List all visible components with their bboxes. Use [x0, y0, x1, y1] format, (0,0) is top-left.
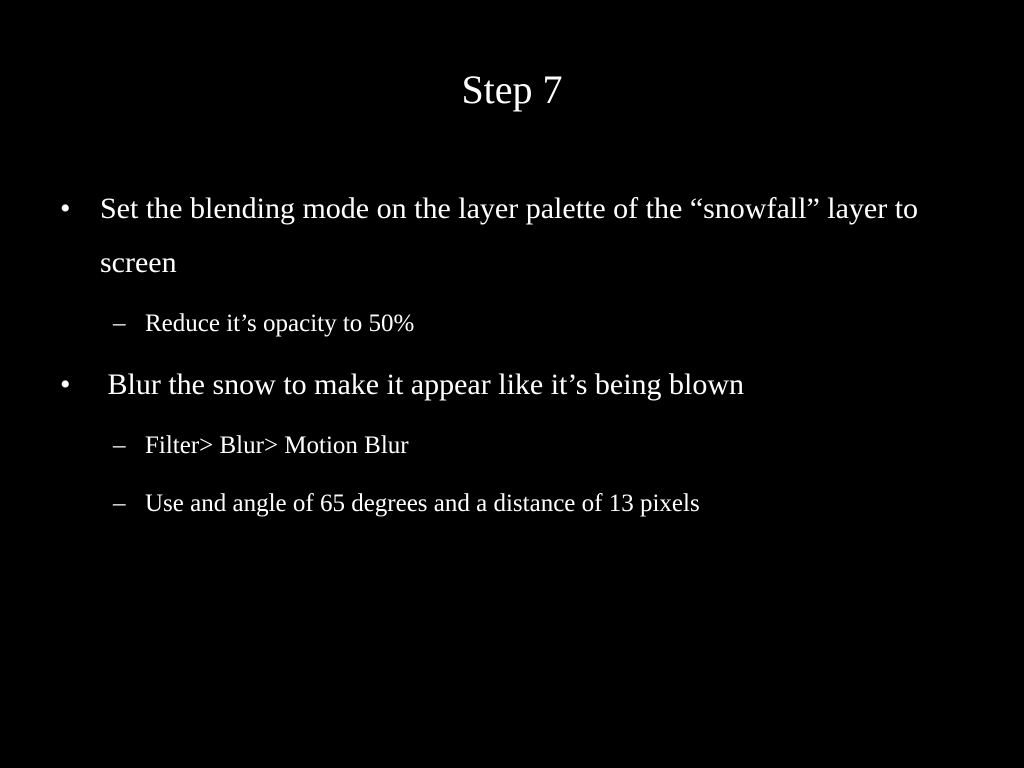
bullet-text: Blur the snow to make it appear like it’s being blown: [100, 368, 745, 401]
bullet-marker: •: [60, 368, 71, 401]
sub-bullet-marker: –: [113, 310, 126, 337]
bullet-marker: •: [60, 192, 71, 225]
sub-bullet-text: Filter> Blur> Motion Blur: [145, 432, 409, 459]
sub-bullet-text: Reduce it’s opacity to 50%: [145, 310, 415, 337]
sub-bullet-marker: –: [113, 432, 126, 459]
sub-bullet-text: Use and angle of 65 degrees and a distance of 13 pixels: [145, 490, 700, 517]
sub-bullet-marker: –: [113, 490, 126, 517]
slide-title: Step 7: [461, 67, 563, 112]
bullet-text: Set the blending mode on the layer palette of the “snowfall” layer to screen: [100, 192, 919, 279]
